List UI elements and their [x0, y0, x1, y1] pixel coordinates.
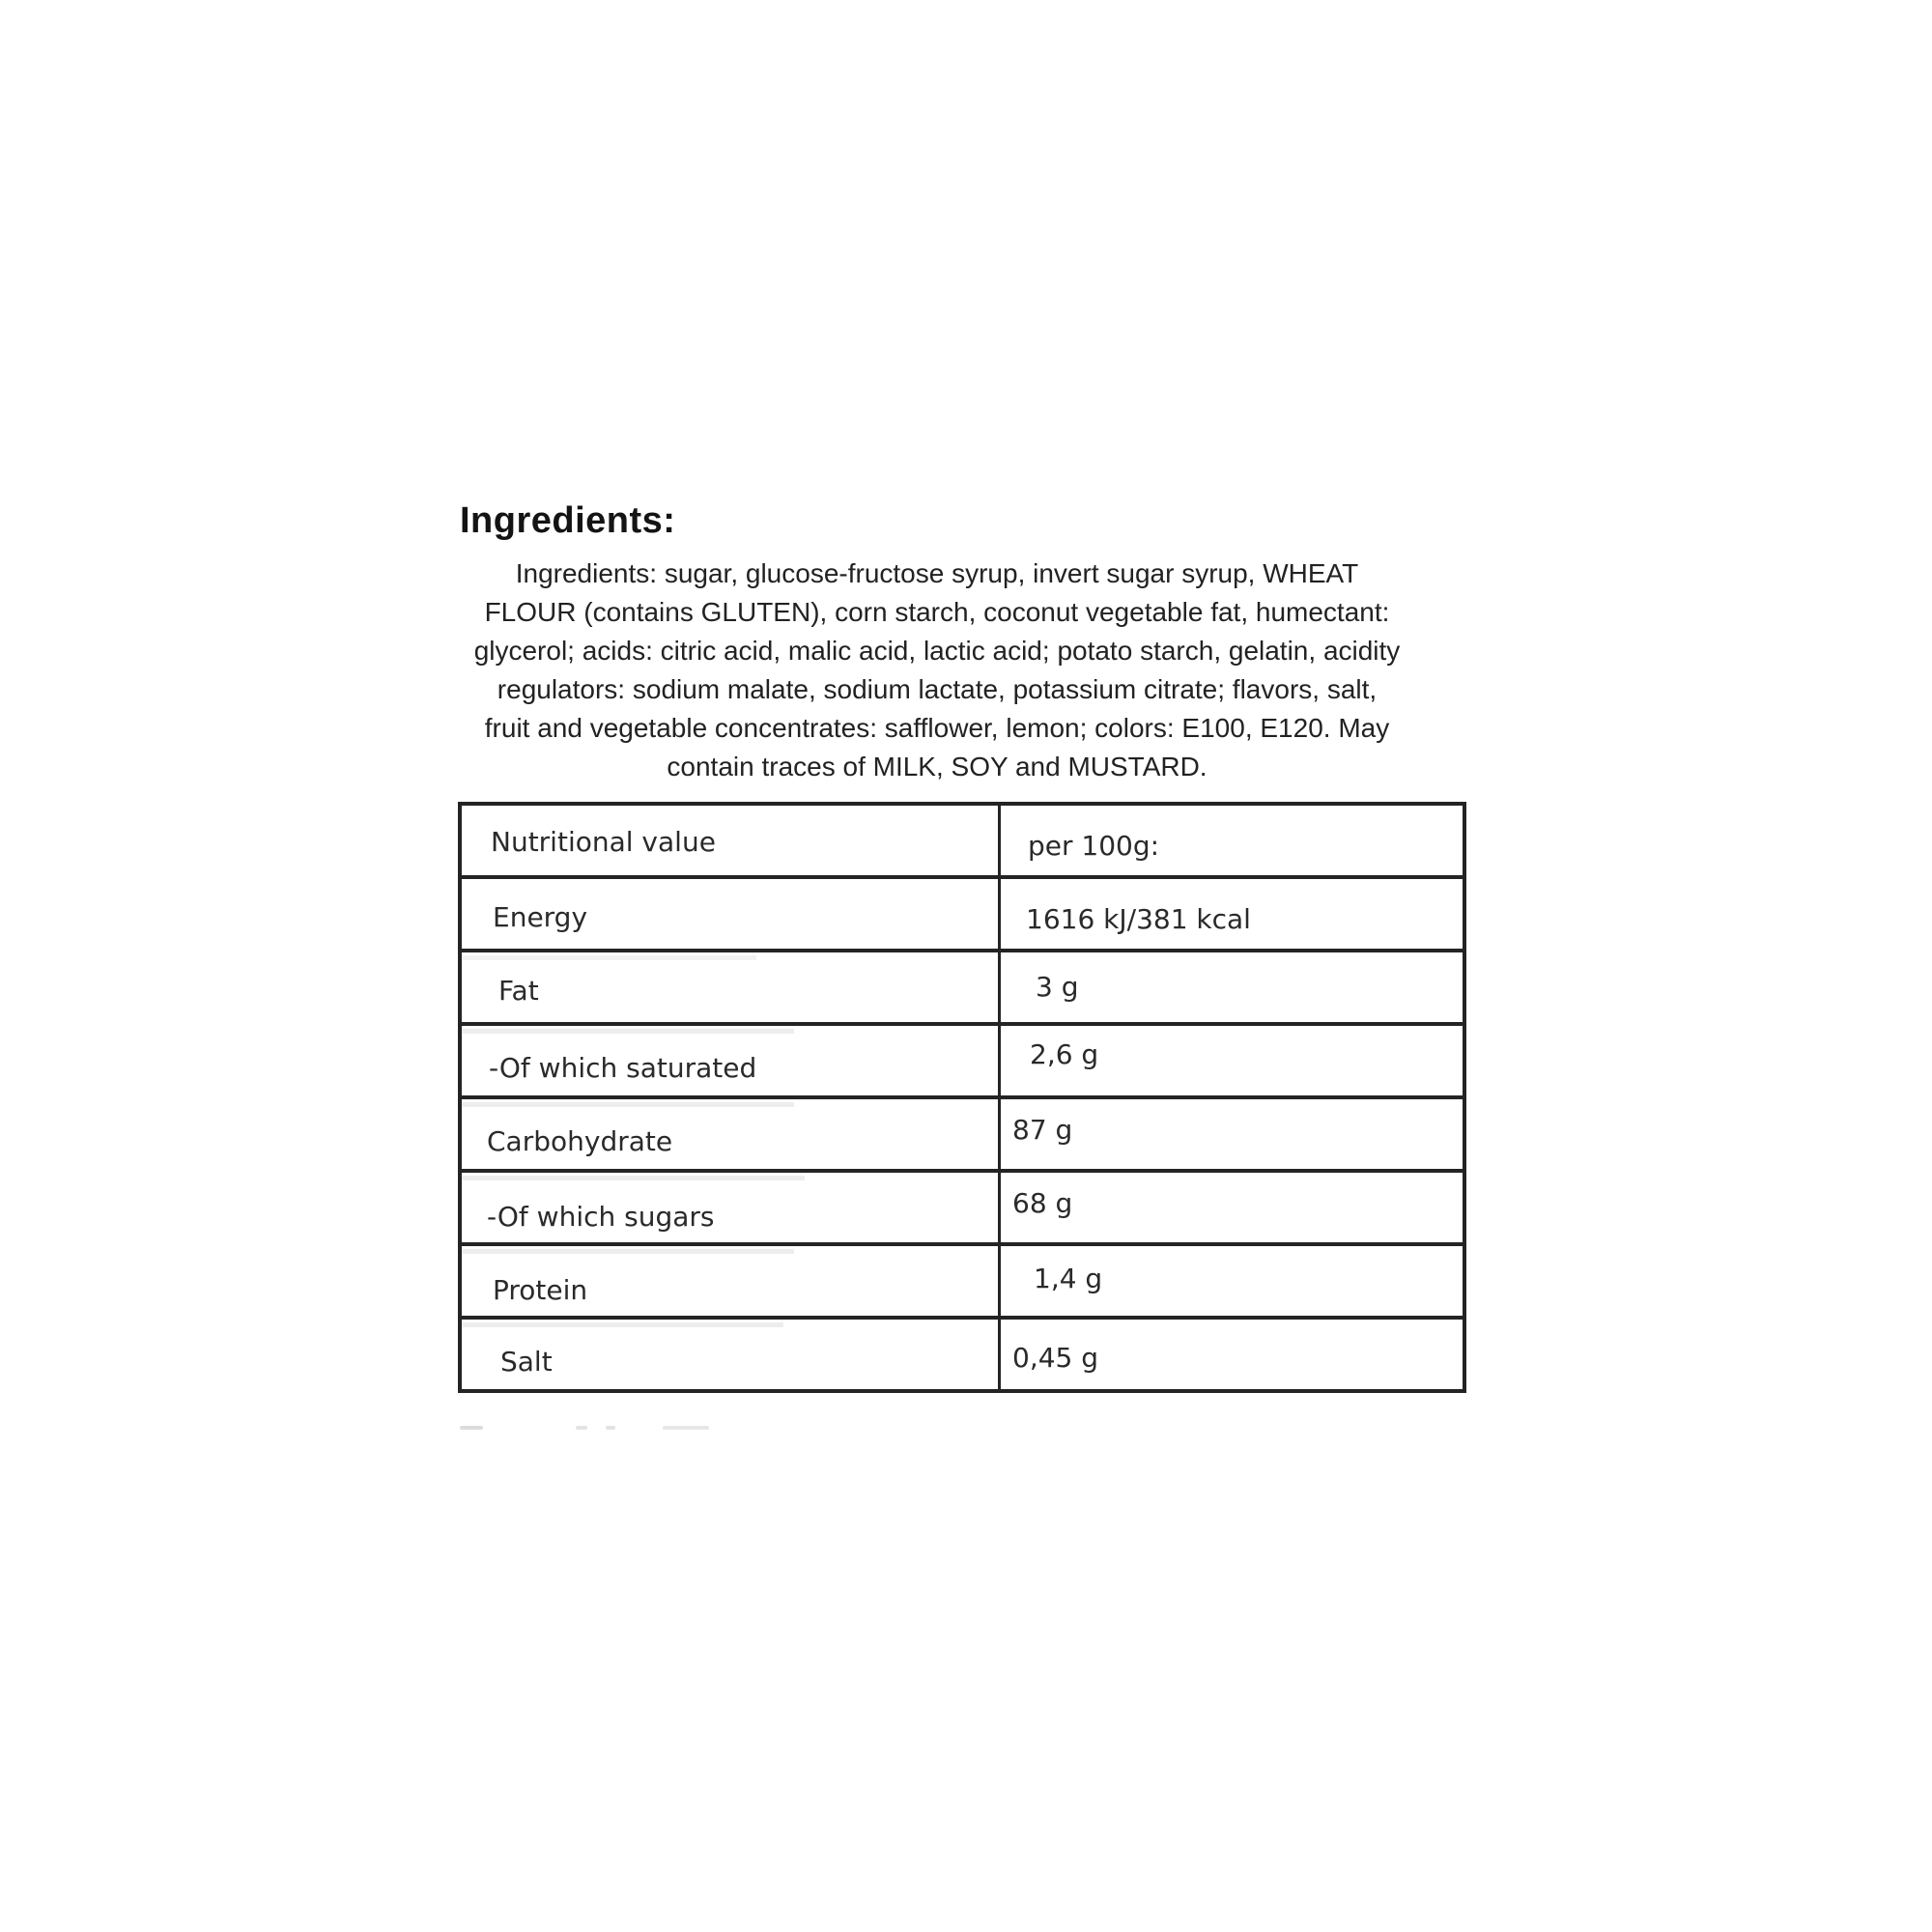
nutrient-value-cell: [1001, 1026, 1463, 1095]
table-row: [462, 1246, 1463, 1320]
table-row: [462, 1173, 1463, 1246]
ingredients-line: glycerol; acids: citric acid, malic acid, lactic acid; potato starch, gelatin, acidity: [473, 636, 1401, 666]
nutrient-value: 3 g: [1036, 971, 1079, 1003]
nutrient-label-cell: [462, 1320, 1001, 1389]
table-row: [462, 879, 1463, 952]
table-row: [462, 1099, 1463, 1173]
ingredients-line: FLOUR (contains GLUTEN), corn starch, coconut vegetable fat, humectant:: [484, 597, 1390, 627]
nutrient-label-cell: [462, 806, 1001, 875]
table-row: [462, 1026, 1463, 1099]
erase-artifact: [462, 1322, 783, 1327]
nutrient-value: 87 g: [1012, 1114, 1073, 1146]
nutrient-label: Fat: [498, 975, 539, 1007]
erase-artifact: [462, 1249, 794, 1254]
nutrient-value-cell: [1001, 1173, 1463, 1242]
nutrient-label-cell: [462, 1026, 1001, 1095]
nutrient-value: 0,45 g: [1012, 1342, 1099, 1374]
ingredients-line: regulators: sodium malate, sodium lactate, potassium citrate; flavors, salt,: [497, 674, 1378, 704]
nutrient-value-cell: [1001, 806, 1463, 875]
ingredients-line: Ingredients: sugar, glucose-fructose syrup, invert sugar syrup, WHEAT: [515, 558, 1359, 588]
nutrient-value: 1,4 g: [1034, 1263, 1103, 1294]
nutrient-value: 1616 kJ/381 kcal: [1026, 903, 1251, 935]
nutrient-label: Energy: [493, 901, 588, 933]
erase-artifact: [462, 955, 756, 960]
nutrient-value-cell: [1001, 1320, 1463, 1389]
nutrient-label: -Of which saturated: [489, 1052, 757, 1084]
erase-artifact: [462, 1102, 794, 1107]
nutrient-value: per 100g:: [1028, 830, 1160, 862]
nutrient-label-cell: [462, 1246, 1001, 1316]
nutrient-label: Nutritional value: [491, 826, 716, 858]
table-row: [462, 1320, 1463, 1389]
nutrition-table: [458, 802, 1466, 1393]
nutrient-value-cell: [1001, 1246, 1463, 1316]
erase-artifact: [460, 1426, 483, 1430]
nutrient-label: -Of which sugars: [487, 1201, 715, 1233]
nutrient-value-cell: [1001, 879, 1463, 949]
erase-artifact: [462, 1176, 805, 1180]
table-header-row: [462, 806, 1463, 879]
nutrient-label-cell: [462, 879, 1001, 949]
erase-artifact: [606, 1426, 615, 1430]
erase-artifact: [576, 1426, 587, 1430]
nutrient-label-cell: [462, 1173, 1001, 1242]
nutrient-value: 68 g: [1012, 1187, 1073, 1219]
ingredients-heading: Ingredients:: [460, 500, 676, 541]
ingredients-line: contain traces of MILK, SOY and MUSTARD.: [667, 752, 1208, 781]
ingredients-paragraph: [396, 554, 1478, 786]
erase-artifact: [462, 1029, 794, 1034]
table-row: [462, 952, 1463, 1026]
erase-artifact: [663, 1426, 709, 1430]
ingredients-line: fruit and vegetable concentrates: safflower, lemon; colors: E100, E120. May: [484, 713, 1390, 743]
nutrient-value: 2,6 g: [1030, 1038, 1099, 1070]
nutrient-label: Protein: [493, 1274, 588, 1306]
nutrient-label: Carbohydrate: [487, 1125, 673, 1157]
nutrient-label-cell: [462, 1099, 1001, 1169]
nutrient-label-cell: [462, 952, 1001, 1022]
nutrient-label: Salt: [500, 1346, 553, 1378]
nutrient-value-cell: [1001, 1099, 1463, 1169]
nutrient-value-cell: [1001, 952, 1463, 1022]
